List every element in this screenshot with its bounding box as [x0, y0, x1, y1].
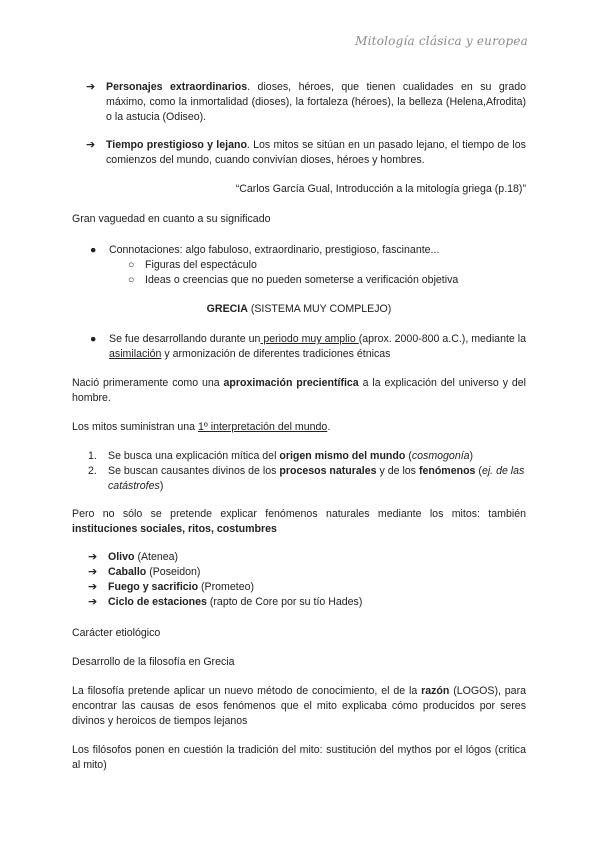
underlined-span: asimilación [109, 348, 162, 360]
quote-citation: “Carlos García Gual, Introducción a la mitología griega (p.18)” [235, 183, 526, 195]
text-span: y armonización de diferentes tradiciones étnicas [161, 348, 391, 360]
greece-heading-rest: (SISTEMA MUY COMPLEJO) [247, 303, 392, 315]
sub-bullet [128, 258, 257, 273]
bold-span: razón [421, 685, 450, 697]
bold-span: Ciclo de estaciones [108, 596, 207, 608]
arrow-item-fire [88, 580, 254, 595]
text-span: (Poseidon) [146, 566, 201, 578]
etiological-paragraph: Carácter etiológico [72, 627, 161, 639]
text-span: ( [405, 450, 412, 462]
connotations-text: Connotaciones: algo fabuloso, extraordinario, prestigioso, fascinante... [109, 244, 440, 256]
vagueness-paragraph: Gran vaguedad en cuanto a su significado [72, 213, 271, 225]
text-span: . [327, 421, 331, 433]
not-only-paragraph [72, 507, 526, 537]
text-span: Pero no sólo se pretende explicar fenómenos naturales mediante los mitos: también [72, 508, 526, 520]
bullet-dot-icon: ● [90, 244, 97, 256]
sub-bullet-text: Ideas o creencias que no pueden someterse a verificación objetiva [145, 274, 459, 286]
text-span: Se buscan causantes divinos de los [108, 465, 280, 477]
term-description: . Los mitos se sitúan en un pasado lejano, el tiempo de los comienzos del mundo, cuando convivían dioses, héroes y hombres. [106, 139, 526, 166]
italic-span: ej. de las catástrofes [108, 465, 525, 492]
text-span: ) [159, 480, 164, 492]
arrow-item-horse [88, 565, 200, 580]
circle-bullet-icon: ○ [128, 259, 135, 271]
list-number: 2. [88, 465, 97, 477]
bold-span: aproximación precientífica [223, 377, 359, 389]
text-span: ) [469, 450, 474, 462]
arrow-item-prestigious-time [88, 138, 526, 168]
text-span: (rapto de Core por su tío Hades) [206, 596, 363, 608]
document-header-title: Mitología clásica y europea [355, 34, 528, 48]
arrow-bullet-icon: ➔ [86, 139, 96, 151]
term-bold: Tiempo prestigioso y lejano [106, 139, 247, 151]
text-span: (Prometeo) [198, 581, 255, 593]
italic-span: cosmogonía [411, 450, 470, 462]
greece-bullet [90, 332, 526, 362]
text-span: Se fue desarrollando durante un [109, 333, 261, 345]
list-number: 1. [88, 450, 97, 462]
circle-bullet-icon: ○ [128, 274, 135, 286]
arrow-item-extraordinary-characters [88, 80, 526, 125]
text-span: ( [475, 465, 482, 477]
sub-bullet [128, 273, 458, 288]
arrow-bullet-icon: ➔ [88, 596, 98, 608]
bold-span: Caballo [108, 566, 147, 578]
bold-span: origen mismo del mundo [279, 450, 406, 462]
underlined-span: 1º interpretación del mundo [198, 421, 328, 433]
bold-span: instituciones sociales, ritos, costumbres [72, 523, 277, 535]
numbered-item-cosmogony [88, 449, 526, 464]
arrow-bullet-icon: ➔ [88, 551, 98, 563]
arrow-item-olive [88, 550, 178, 565]
arrow-bullet-icon: ➔ [86, 81, 96, 93]
bold-span: fenómenos [418, 465, 476, 477]
arrow-bullet-icon: ➔ [88, 566, 98, 578]
connotations-bullet [90, 243, 526, 258]
bullet-dot-icon: ● [90, 333, 97, 345]
origin-paragraph [72, 376, 526, 406]
text-span: (aprox. 2000-800 a.C.), mediante la [358, 333, 526, 345]
arrow-bullet-icon: ➔ [88, 581, 98, 593]
philosophers-paragraph: Los filósofos ponen en cuestión la tradición del mito: sustitución del mythos por el lógos (critica al mito) [72, 744, 526, 771]
text-span: Nació primeramente como una [72, 377, 224, 389]
text-span: a la explicación del universo y del hombre. [72, 377, 527, 404]
text-span: (LOGOS), para encontrar las causas de esos fenómenos que el mito explicaba cómo producidos por seres divinos y heroicos de tiempos lejanos [72, 685, 526, 727]
bold-span: procesos naturales [279, 465, 377, 477]
underlined-span: periodo muy amplio [260, 333, 359, 345]
text-span: La filosofía pretende aplicar un nuevo método de conocimiento, el de la [72, 685, 422, 697]
sub-bullet-text: Figuras del espectáculo [145, 259, 257, 271]
philosophy-heading: Desarrollo de la filosofía en Grecia [72, 656, 235, 668]
interpretation-paragraph [72, 420, 526, 435]
bold-span: Olivo [108, 551, 135, 563]
text-span: y de los [376, 465, 419, 477]
term-bold: Personajes extraordinarios [106, 81, 248, 93]
bold-span: Fuego y sacrificio [108, 581, 199, 593]
philosophy-paragraph [72, 684, 526, 729]
text-span: (Atenea) [134, 551, 179, 563]
numbered-item-natural-processes [88, 464, 526, 494]
text-span: Los mitos suministran una [72, 421, 199, 433]
greece-heading [72, 302, 526, 317]
text-span: Se busca una explicación mítica del [108, 450, 280, 462]
term-description: . dioses, héroes, que tienen cualidades en su grado máximo, como la inmortalidad (dioses), la fortaleza (héroes), la belleza (Helena,Afrodita) o la astucia (Odiseo). [106, 81, 526, 123]
arrow-item-seasons [88, 595, 362, 610]
greece-heading-bold: GRECIA [206, 303, 248, 315]
